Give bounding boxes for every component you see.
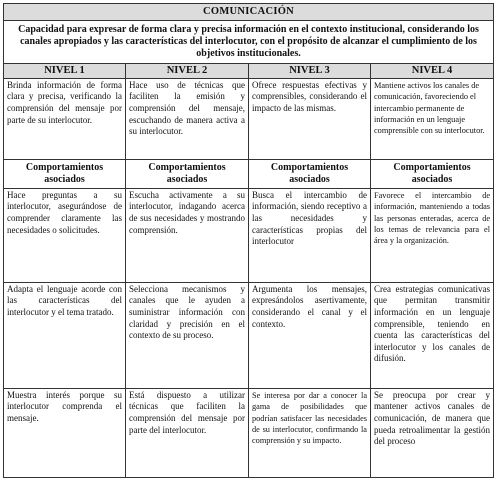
behavior-row-2: [4, 282, 494, 388]
behavior-cell: Selecciona mecanismos y canales que le ayuden a suministrar información con claridad y precisión en el contexto de su proceso.: [126, 282, 249, 388]
behavior-header-1: Comportamientos asociados: [4, 159, 126, 188]
level-description-3: Ofrece respuestas efectivas y comprensibles, considerando el impacto de las mismas.: [249, 78, 371, 159]
behavior-header-4: Comportamientos asociados: [371, 159, 494, 188]
level-header-1: NIVEL 1: [4, 64, 126, 79]
definition-row: [4, 20, 494, 64]
behavior-cell: Argumenta los mensajes, expresándolos asertivamente, considerando el canal y el contexto.: [249, 282, 371, 388]
behavior-cell: Hace preguntas a su interlocutor, asegurándose de comprender claramente las necesidades o solicitudes.: [4, 188, 126, 282]
level-description-1: Brinda información de forma clara y precisa, verificando la comprensión del mensaje por parte de su interlocutor.: [4, 78, 126, 159]
competency-title: COMUNICACIÓN: [4, 4, 494, 21]
level-description-2: Hace uso de técnicas que faciliten la emisión y comprensión del mensaje, escuchando de manera activa a su interlocutor.: [126, 78, 249, 159]
level-header-4: NIVEL 4: [371, 64, 494, 79]
competency-table: [3, 3, 494, 478]
behavior-cell: Favorece el intercambio de información, manteniendo a todas las personas enteradas, acerca de los temas de relevancia para el área y la organización.: [371, 188, 494, 282]
behavior-cell: Adapta el lenguaje acorde con las características del interlocutor y el tema tratado.: [4, 282, 126, 388]
behavior-cell: Se interesa por dar a conocer la gama de posibilidades que podrían satisfacer las necesidades de su interlocutor, confirmando la comprensión y su impacto.: [249, 388, 371, 477]
behavior-cell: Está dispuesto a utilizar técnicas que faciliten la comprensión del mensaje por parte del interlocutor.: [126, 388, 249, 477]
behavior-cell: Crea estrategias comunicativas que permitan transmitir información en un lenguaje comprensible, teniendo en cuenta las características del interlocutor y los canales de difusión.: [371, 282, 494, 388]
behavior-cell: Muestra interés porque su interlocutor comprenda el mensaje.: [4, 388, 126, 477]
level-header-3: NIVEL 3: [249, 64, 371, 79]
level-description-row: [4, 78, 494, 159]
behavior-header-3: Comportamientos asociados: [249, 159, 371, 188]
behavior-row-1: [4, 188, 494, 282]
level-header-2: NIVEL 2: [126, 64, 249, 79]
title-row: [4, 4, 494, 21]
competency-definition: Capacidad para expresar de forma clara y precisa información en el contexto institucional, considerando los canales apropiados y las características del interlocutor, con el propósito de alcanzar el cumplimiento de los objetivos institucionales.: [4, 20, 494, 64]
behavior-header-2: Comportamientos asociados: [126, 159, 249, 188]
behavior-cell: Escucha activamente a su interlocutor, indagando acerca de sus necesidades y mostrando comprensión.: [126, 188, 249, 282]
behavior-cell: Se preocupa por crear y mantener activos canales de comunicación, de manera que pueda retroalimentar la gestión del proceso: [371, 388, 494, 477]
behavior-row-3: [4, 388, 494, 477]
behavior-cell: Busca el intercambio de información, siendo receptivo a las necesidades y características propias del interlocutor: [249, 188, 371, 282]
behavior-header-row: [4, 159, 494, 188]
level-header-row: [4, 64, 494, 79]
level-description-4: Mantiene activos los canales de comunicación, favoreciendo el intercambio permanente de información en un lenguaje comprensible con su interlocutor.: [371, 78, 494, 159]
